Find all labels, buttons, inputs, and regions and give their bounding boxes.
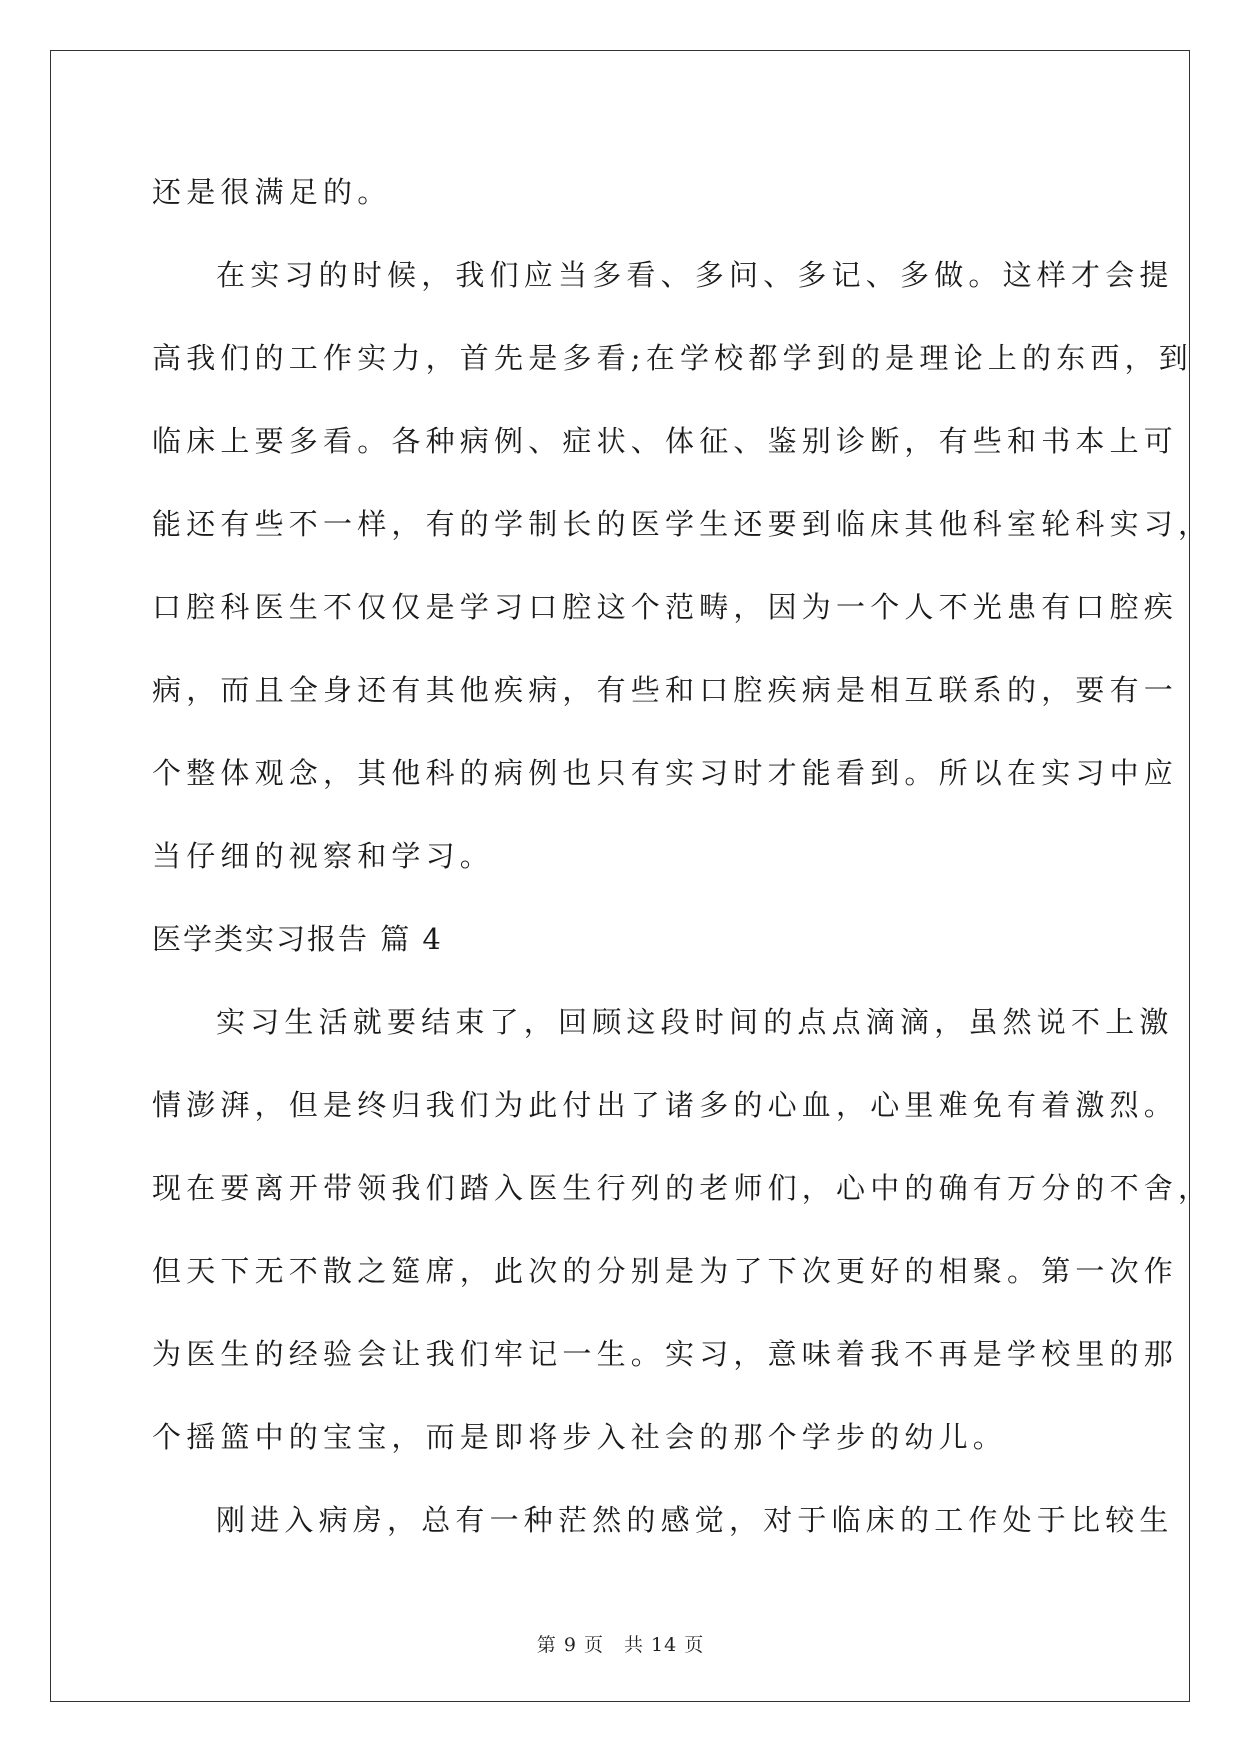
text-line: 情澎湃，但是终归我们为此付出了诸多的心血，心里难免有着激烈。 — [152, 1088, 1179, 1122]
text-line: 在实习的时候，我们应当多看、多问、多记、多做。这样才会提 — [216, 258, 1174, 292]
text-line: 现在要离开带领我们踏入医生行列的老师们，心中的确有万分的不舍， — [152, 1171, 1213, 1205]
text-line: 病，而且全身还有其他疾病，有些和口腔疾病是相互联系的，要有一 — [152, 673, 1179, 707]
text-line: 但天下无不散之筵席，此次的分别是为了下次更好的相聚。第一次作 — [152, 1254, 1179, 1288]
text-line: 个整体观念，其他科的病例也只有实习时才能看到。所以在实习中应 — [152, 756, 1179, 790]
text-line: 临床上要多看。各种病例、症状、体征、鉴别诊断，有些和书本上可 — [152, 424, 1179, 458]
text-line: 刚进入病房，总有一种茫然的感觉，对于临床的工作处于比较生 — [216, 1503, 1174, 1537]
text-line: 口腔科医生不仅仅是学习口腔这个范畴，因为一个人不光患有口腔疾 — [152, 590, 1179, 624]
section-heading: 医学类实习报告 篇 4 — [152, 922, 443, 956]
text-line: 为医生的经验会让我们牢记一生。实习，意味着我不再是学校里的那 — [152, 1337, 1179, 1371]
text-line: 个摇篮中的宝宝，而是即将步入社会的那个学步的幼儿。 — [152, 1420, 1008, 1454]
page-number-footer: 第 9 页 共 14 页 — [536, 1634, 705, 1656]
document-body — [152, 162, 1213, 1573]
text-line: 高我们的工作实力，首先是多看;在学校都学到的是理论上的东西，到 — [152, 341, 1193, 375]
paragraph-1 — [152, 162, 1092, 245]
text-line: 还是很满足的。 — [152, 175, 392, 209]
paragraph-3 — [152, 992, 1213, 1490]
text-line: 能还有些不一样，有的学制长的医学生还要到临床其他科室轮科实习， — [152, 507, 1213, 541]
paragraph-4 — [152, 1490, 1174, 1573]
text-line: 实习生活就要结束了，回顾这段时间的点点滴滴，虽然说不上激 — [216, 1005, 1174, 1039]
paragraph-2 — [152, 245, 1213, 909]
text-line: 当仔细的视察和学习。 — [152, 839, 495, 873]
